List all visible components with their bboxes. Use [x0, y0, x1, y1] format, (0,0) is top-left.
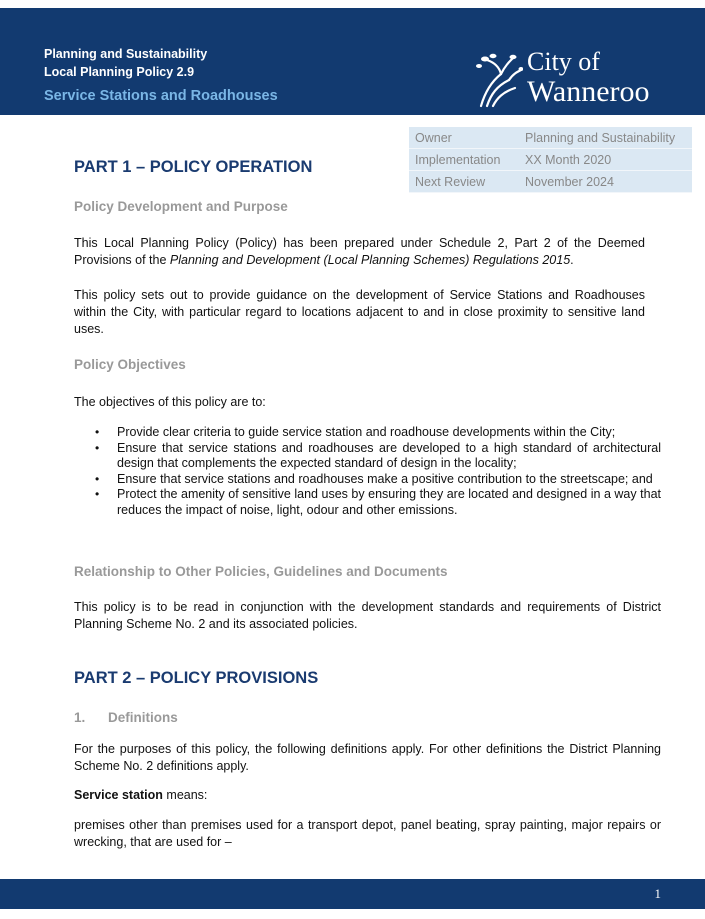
page-footer	[0, 879, 705, 909]
policy-objectives-heading: Policy Objectives	[74, 357, 186, 372]
meta-row-owner	[409, 127, 692, 149]
objectives-intro: The objectives of this policy are to:	[74, 395, 266, 409]
policy-purpose-paragraph: This policy sets out to provide guidance on the development of Service Stations and Roadhouses within the City, with particular regard to locations adjacent to and in close proximity to sensitive land uses.	[74, 288, 645, 336]
service-station-term-line	[74, 787, 645, 804]
list-item: • Ensure that service stations and roadhouses are developed to a high standard of architectural design that complements the expected standard of design in the locality;	[117, 441, 661, 472]
header-policy-title: Service Stations and Roadhouses	[44, 88, 278, 104]
part1-title: PART 1 – POLICY OPERATION	[74, 158, 313, 176]
city-logo	[467, 48, 677, 118]
dev-text-b: .	[570, 253, 574, 267]
policy-development-paragraph	[74, 235, 645, 269]
regulations-title: Planning and Development (Local Planning Schemes) Regulations 2015	[169, 253, 571, 267]
document-header	[0, 8, 705, 115]
objectives-list	[74, 425, 661, 518]
policy-development-heading: Policy Development and Purpose	[74, 199, 288, 214]
service-station-means: means:	[162, 788, 208, 802]
meta-value: November 2024	[519, 171, 692, 193]
dev-text-a: This Local Planning Policy (Policy) has been prepared under Schedule 2, Part 2 of the Deemed Provisions of the	[74, 236, 645, 267]
header-policy-number: Local Planning Policy 2.9	[44, 65, 195, 79]
meta-key: Owner	[409, 127, 519, 149]
list-item: • Provide clear criteria to guide service station and roadhouse developments within the City;	[117, 425, 661, 441]
meta-row-next-review	[409, 171, 692, 193]
meta-value: Planning and Sustainability	[519, 127, 692, 149]
relationship-heading: Relationship to Other Policies, Guidelines and Documents	[74, 564, 448, 579]
definitions-heading-text: Definitions	[108, 710, 178, 725]
definitions-paragraph: For the purposes of this policy, the following definitions apply. For other definitions the District Planning Scheme No. 2 definitions apply.	[74, 742, 661, 773]
policy-meta-table	[409, 127, 692, 193]
page-number: 1	[654, 886, 661, 901]
kangaroo-paw-emblem-icon	[467, 52, 523, 108]
top-margin	[0, 0, 705, 8]
header-department: Planning and Sustainability	[44, 47, 208, 61]
service-station-definition: premises other than premises used for a transport depot, panel beating, spray painting, major repairs or wrecking, that are used for –	[74, 818, 661, 849]
relationship-paragraph: This policy is to be read in conjunction with the development standards and requirements of District Planning Scheme No. 2 and its associated policies.	[74, 600, 661, 631]
part2-title: PART 2 – POLICY PROVISIONS	[74, 669, 319, 687]
meta-key: Implementation	[409, 149, 519, 171]
definitions-heading	[74, 710, 178, 725]
meta-row-implementation	[409, 149, 692, 171]
logo-wanneroo-text: Wanneroo	[527, 75, 650, 108]
list-item: • Protect the amenity of sensitive land uses by ensuring they are located and designed in a way that reduces the impact of noise, light, odour and other emissions.	[117, 487, 661, 518]
meta-value: XX Month 2020	[519, 149, 692, 171]
meta-key: Next Review	[409, 171, 519, 193]
section-number: 1.	[74, 710, 86, 725]
list-item: • Ensure that service stations and roadhouses make a positive contribution to the streetscape; and	[117, 472, 661, 488]
logo-city-text: City of	[527, 47, 600, 76]
service-station-term: Service station	[74, 788, 163, 802]
